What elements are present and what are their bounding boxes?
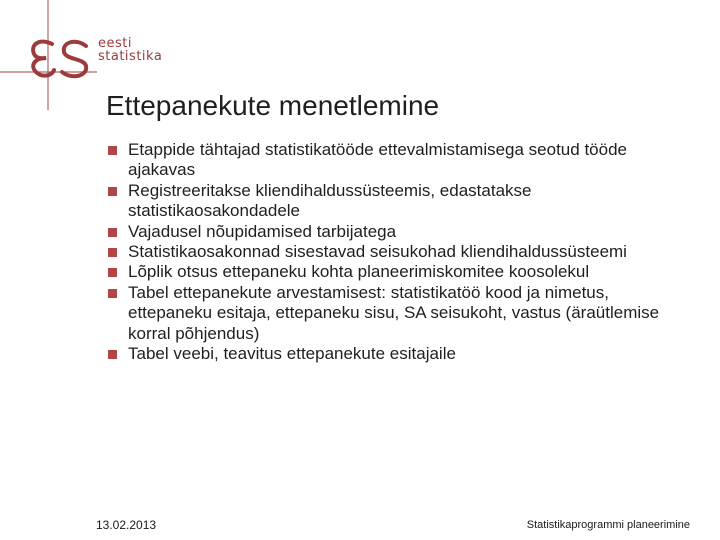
bullet-item	[108, 181, 688, 222]
bullet-text: Registreeritakse kliendihaldussüsteemis, edastatakse statistikaosakondadele	[128, 180, 532, 221]
bullet-square-icon	[108, 248, 117, 257]
bullet-text: Statistikaosakonnad sisestavad seisukohad kliendihaldussüsteemi	[128, 242, 627, 262]
bullet-item	[108, 262, 688, 282]
logo-line-1: eesti	[98, 36, 132, 51]
bullet-square-icon	[108, 268, 117, 277]
bullet-text: Tabel veebi, teavitus ettepanekute esitajaile	[128, 344, 456, 364]
bullet-item	[108, 140, 688, 181]
bullet-list	[108, 140, 688, 364]
bullet-text: Etappide tähtajad statistikatööde ettevalmistamisega seotud tööde ajakavas	[128, 140, 627, 180]
bullet-text: Lõplik otsus ettepaneku kohta planeerimiskomitee koosolekul	[128, 262, 590, 282]
bullet-item	[108, 222, 688, 242]
logo-line-2: statistika	[98, 49, 163, 64]
slide-title: Ettepanekute menetlemine	[106, 90, 440, 121]
bullet-square-icon	[108, 350, 117, 359]
bullet-text: Vajadusel nõupidamised tarbijatega	[128, 221, 397, 241]
bullet-item	[108, 242, 688, 262]
logo-wordmark	[98, 37, 162, 63]
bullet-square-icon	[108, 146, 117, 155]
bullet-item	[108, 344, 688, 364]
footer-date: 13.02.2013	[96, 518, 157, 532]
bullet-square-icon	[108, 289, 117, 298]
bullet-square-icon	[108, 187, 117, 196]
bullet-square-icon	[108, 228, 117, 237]
bullet-text: Tabel ettepanekute arvestamisest: statistikatöö kood ja nimetus, ettepaneku esitaja, ettepaneku sisu, SA seisukoht, vastus (äraütlemise korral põhjendus)	[128, 282, 660, 343]
bullet-item	[108, 283, 688, 344]
footer-presentation-title: Statistikaprogrammi planeerimine	[526, 519, 690, 531]
